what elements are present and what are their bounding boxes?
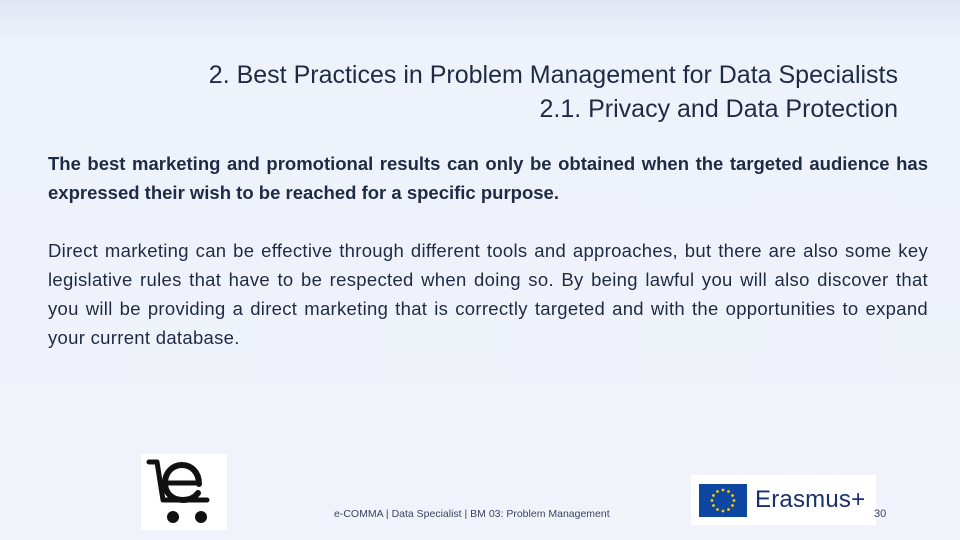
shopping-cart-e-icon [141,454,227,530]
page-number: 30 [874,508,887,520]
bold-paragraph: The best marketing and promotional results can only be obtained when the targeted audience has expressed their wish to be reached for a specific purpose. [48,153,928,203]
slide-title [60,58,898,126]
body-paragraph: Direct marketing can be effective through different tools and approaches, but there are also some key legislative rules that have to be respected when doing so. By being lawful you will also discover that you will be providing a direct marketing that is correctly targeted and with the opportunities to expand your current database. [48,240,928,348]
erasmus-label: Erasmus+ [755,486,866,513]
erasmus-logo [691,475,876,525]
footer-text: e-COMMA | Data Specialist | BM 03: Problem Management [334,508,610,520]
title-line-sub: 2.1. Privacy and Data Protection [539,95,898,123]
ecomma-logo [141,454,227,530]
eu-flag-icon [699,484,747,517]
title-line-main: 2. Best Practices in Problem Management for Data Specialists [208,61,898,89]
